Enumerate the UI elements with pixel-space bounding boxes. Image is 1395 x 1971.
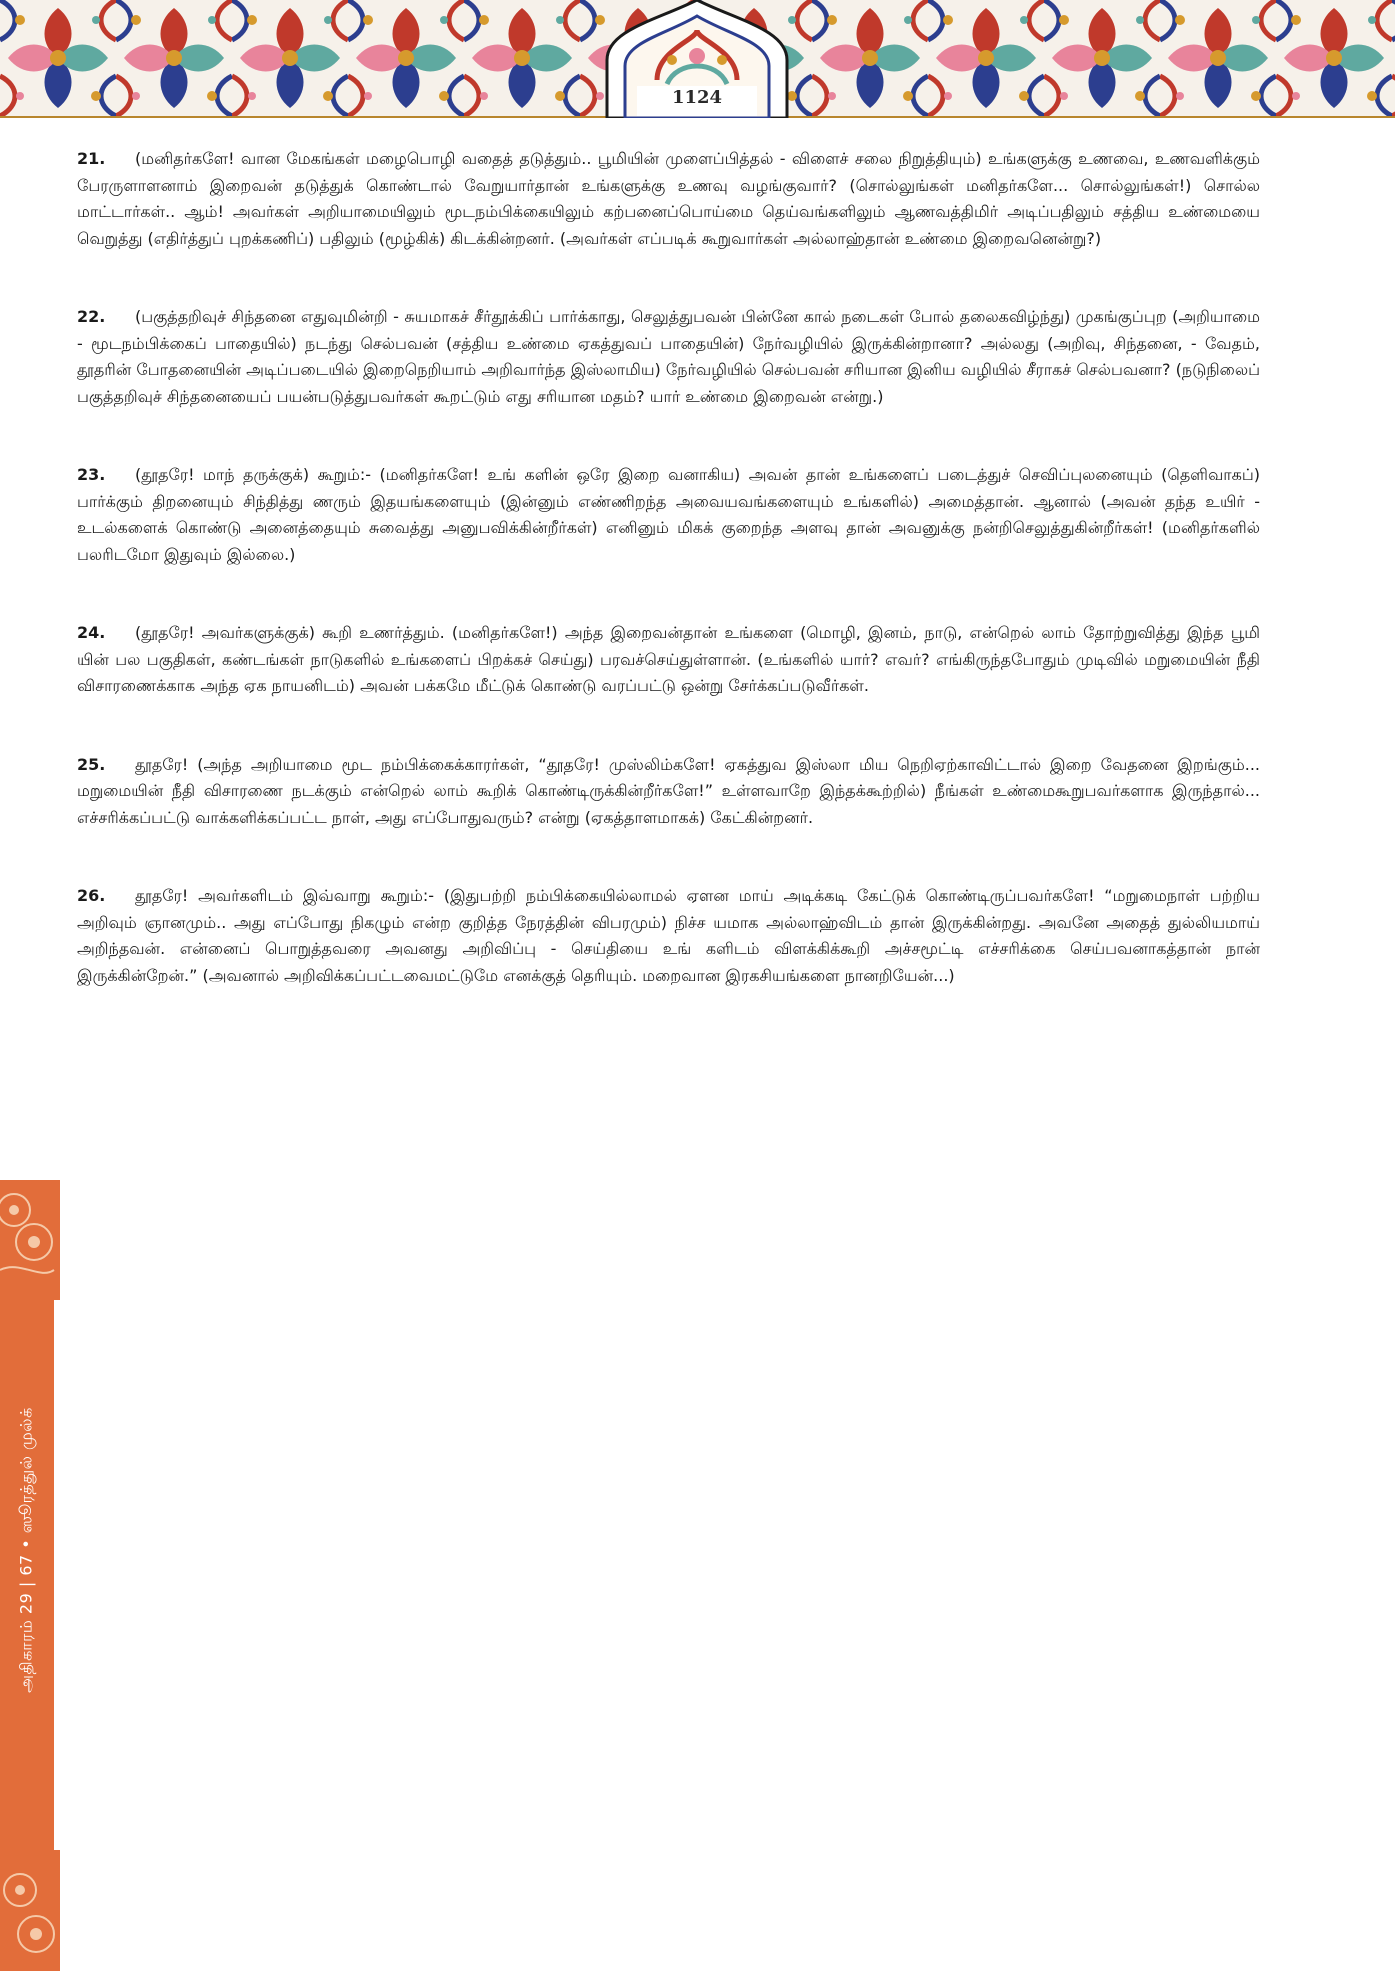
side-floral-bottom-icon	[0, 1850, 60, 1971]
page-number: 1124	[671, 87, 723, 108]
verse-number: 24.	[77, 623, 106, 642]
verse-22	[77, 304, 1260, 410]
verse-26	[77, 883, 1260, 989]
verse-number: 21.	[77, 149, 106, 168]
verse-text: (மனிதர்களே! வான மேகங்கள் மழைபொழி வதைத் தடுத்தும்.. பூமியின் முளைப்பித்தல் - விளைச் சலை நிறுத்தியும்) உங்களுக்கு உணவை, உணவளிக்கும் பேரருளாளனாம் இறைவன் தடுத்துக் கொண்டால் வேறுயார்தான் உங்களுக்கு உணவு வழங்குவார்? (சொல்லுங்கள் மனிதர்களே... சொல்லுங்கள்!) சொல்ல மாட்டார்கள்.. ஆம்! அவர்கள் அறியாமையிலும் மூடநம்பிக்கையிலும் கற்பனைப்பொய்மை தெய்வங்களிலும் ஆணவத்திமிர் அடிப்பதிலும் சத்திய உண்மையை வெறுத்து (எதிர்த்துப் புறக்கணிப்) பதிலும் (மூழ்கிக்) கிடக்கின்றனர். (அவர்கள் எப்படிக் கூறுவார்கள் அல்லாஹ்தான் உண்மை இறைவனென்று?)	[77, 149, 1260, 248]
verse-text: (தூதரே! மாந் தருக்குக்) கூறும்:- (மனிதர்களே! உங் களின் ஒரே இறை வனாகிய) அவன் தான் உங்களைப் படைத்துச் செவிப்புலனையும் (தெளிவாகப்) பார்க்கும் திறனையும் சிந்தித்து ணரும் இதயங்களையும் (இன்னும் எண்ணிறந்த அவையவங்களையும் உங்களில்) அமைத்தான். ஆனால் (அவன் தந்த உயிர் - உடல்களைக் கொண்டு அனைத்தையும் சுவைத்து அனுபவிக்கின்றீர்கள்) எனினும் மிகக் குறைந்த அளவு தான் அவனுக்கு நன்றிசெலுத்துகின்றீர்கள்! (மனிதர்களில் பலரிடமோ இதுவும் இல்லை.)	[77, 465, 1260, 564]
verse-21	[77, 146, 1260, 252]
verse-number: 26.	[77, 886, 106, 905]
verse-25	[77, 752, 1260, 832]
verse-text: தூதரே! அவர்களிடம் இவ்வாறு கூறும்:- (இதுபற்றி நம்பிக்கையில்லாமல் ஏளன மாய் அடிக்கடி கேட்டுக் கொண்டிருப்பவர்களே! “மறுமைநாள் பற்றிய அறிவும் ஞானமும்.. அது எப்போது நிகழும் என்ற குறித்த நேரத்தின் விபரமும்) நிச்ச யமாக அல்லாஹ்விடம் தான் இருக்கின்றது. அவனே அதைத் துல்லியமாய் அறிந்தவன். என்னைப் பொறுத்தவரை அவனது அறிவிப்பு - செய்தியை உங் களிடம் விளக்கிக்கூறி அச்சமூட்டி எச்சரிக்கை செய்பவனாகத்தான் நான் இருக்கின்றேன்.” (அவனால் அறிவிக்கப்பட்டவைமட்டுமே எனக்குத் தெரியும். மறைவான இரகசியங்களை நானறியேன்...)	[77, 886, 1260, 985]
chapter-side-label: அதிகாரம் 29 | 67 • ஸூரத்துல் முல்க்	[16, 1407, 36, 1693]
verse-24	[77, 620, 1260, 700]
verse-list	[77, 146, 1260, 1041]
verse-23	[77, 462, 1260, 568]
verse-text: (பகுத்தறிவுச் சிந்தனை எதுவுமின்றி - சுயமாகச் சீர்தூக்கிப் பார்க்காது, செலுத்துபவன் பின்னே கால் நடைகள் போல் தலைகவிழ்ந்து) முகங்குப்புற (அறியாமை - மூடநம்பிக்கைப் பாதையில்) நடந்து செல்பவன் (சத்திய உண்மை ஏகத்துவப் பாதையின்) நேர்வழியில் இருக்கின்றானா? அல்லது (அறிவு, சிந்தனை, - வேதம், தூதரின் போதனையின் அடிப்படையில் இறைநெறியாம் அறிவார்ந்த இஸ்லாமிய) நேர்வழியில் செல்பவன் சரியான இனிய வழியில் சீராகச் செல்பவனா? (நடுநிலைப் பகுத்தறிவுச் சிந்தனையைப் பயன்படுத்துபவர்கள் கூறட்டும் எது சரியான மதம்? யார் உண்மை இறைவன் என்று.)	[77, 307, 1261, 406]
side-floral-icon	[0, 1180, 60, 1300]
verse-text: தூதரே! (அந்த அறியாமை மூட நம்பிக்கைக்காரர்கள், “தூதரே! முஸ்லிம்களே! ஏகத்துவ இஸ்லா மிய நெறிஏற்காவிட்டால் இறை வேதனை இறங்கும்... மறுமையின் நீதி விசாரணை நடக்கும் என்றெல் லாம் கூறிக் கொண்டிருக்கின்றீர்களே!” உள்ளவாறே இந்தக்கூற்றில்) நீங்கள் உண்மைகூறுபவர்களாக இருந்தால்... எச்சரிக்கப்பட்டு வாக்களிக்கப்பட்ட நாள், அது எப்போதுவரும்? என்று (ஏகத்தாளமாகக்) கேட்கின்றனர்.	[77, 754, 1260, 827]
verse-number: 25.	[77, 754, 106, 774]
verse-text: (தூதரே! அவர்களுக்குக்) கூறி உணர்த்தும். (மனிதர்களே!) அந்த இறைவன்தான் உங்களை (மொழி, இனம், நாடு, என்றெல் லாம் தோற்றுவித்து இந்த பூமி யின் பல பகுதிகள், கண்டங்கள் நாடுகளில் உங்களைப் பிறக்கச் செய்து) பரவச்செய்துள்ளான். (உங்களில் யார்? எவர்? எங்கிருந்தபோதும் முடிவில் மறுமையின் நீதி விசாரணைக்காக அந்த ஏக நாயனிடம்) அவன் பக்கமே மீட்டுக் கொண்டு வரப்பட்டு ஒன்று சேர்க்கப்படுவீர்கள்.	[77, 623, 1261, 695]
verse-number: 22.	[77, 307, 106, 326]
verse-number: 23.	[77, 465, 106, 484]
